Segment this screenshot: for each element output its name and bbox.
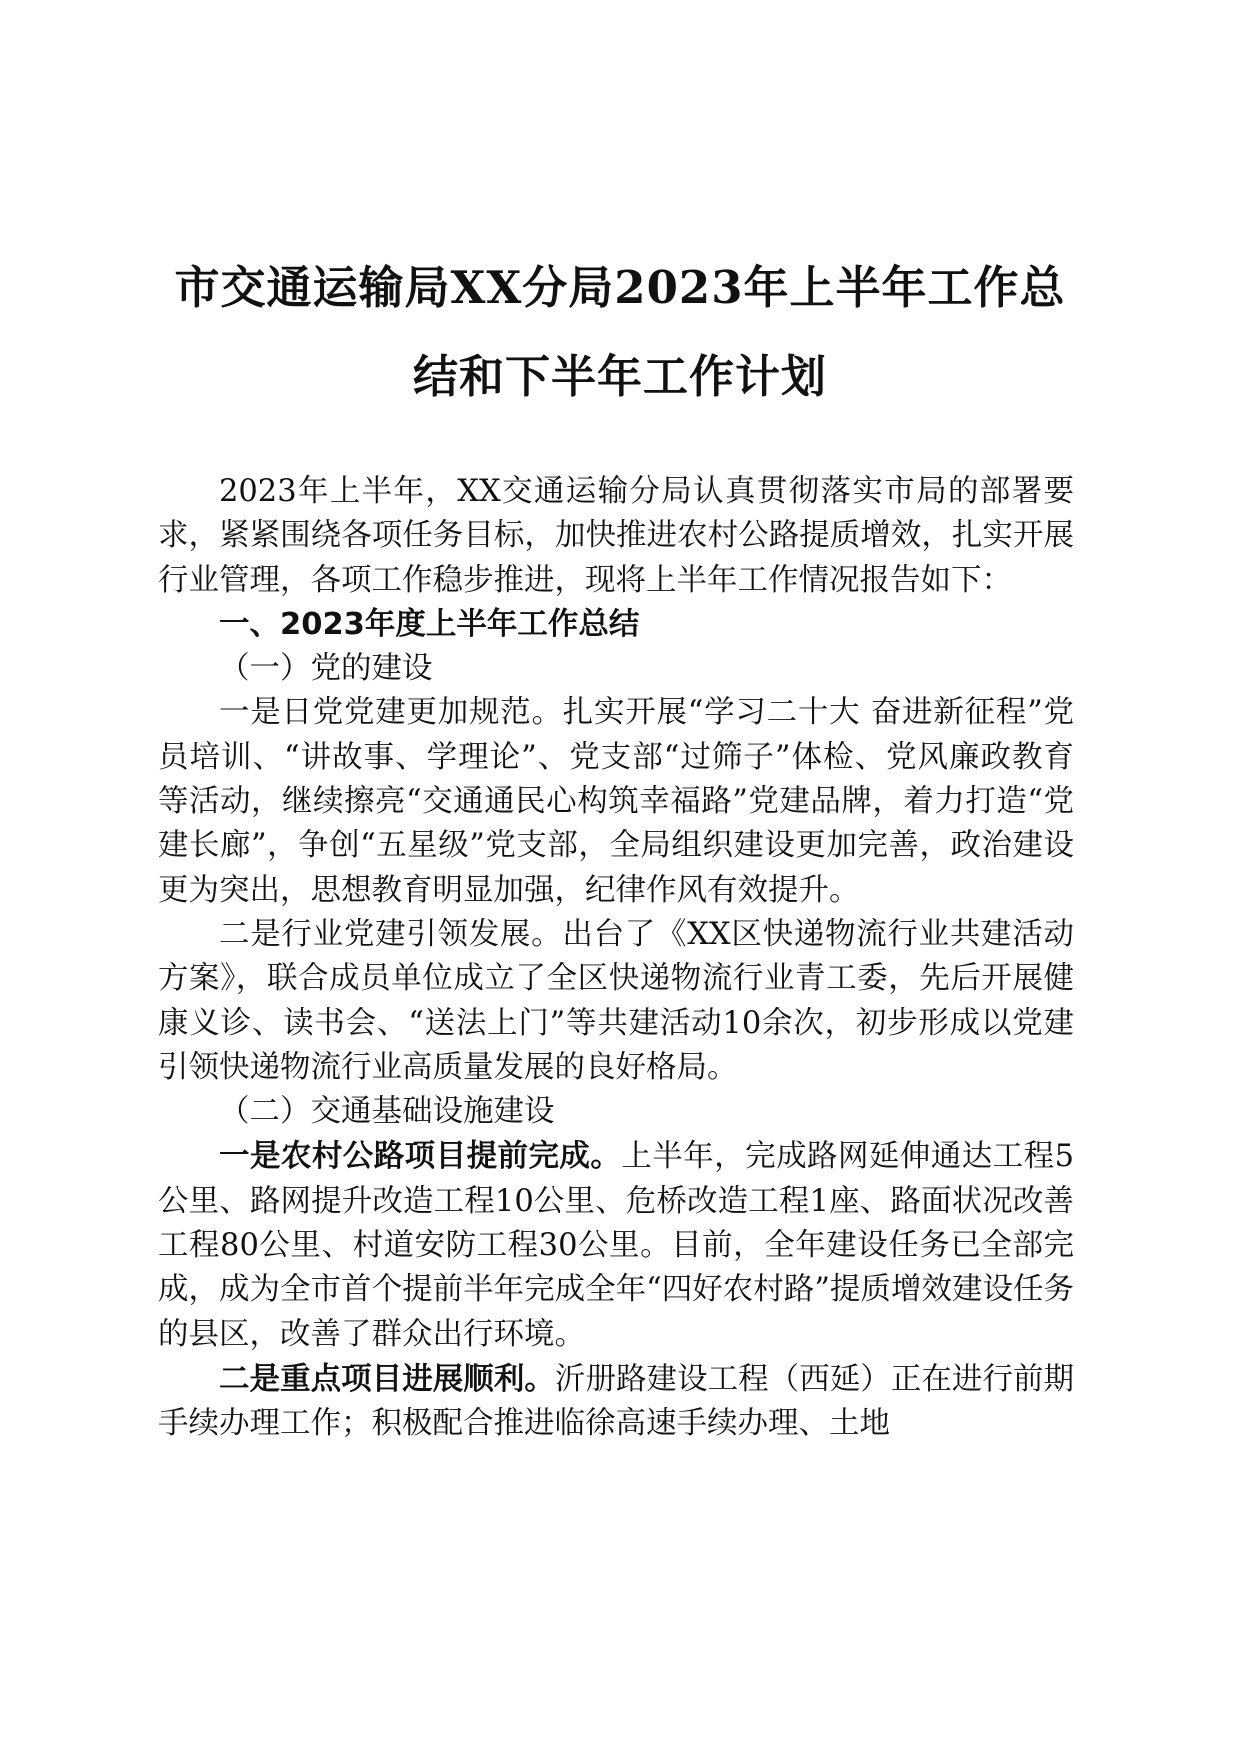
subsection-heading-party-building: （一）党的建设	[219, 651, 433, 687]
paragraph-infrastructure-1	[158, 1134, 1074, 1356]
paragraph-infrastructure-2-text: 沂册路建设工程（西延）正在进行前期手续办理工作；积极配合推进临徐高速手续办理、土地	[158, 1361, 1075, 1442]
document-title-line-1: 市交通运输局XX分局2023年上半年工作总	[174, 261, 1066, 314]
section-heading-summary: 一、2023年度上半年工作总结	[219, 606, 640, 642]
intro-paragraph: 2023年上半年，XX交通运输分局认真贯彻落实市局的部署要求，紧紧围绕各项任务目标，加快推进农村公路提质增效，扎实开展行业管理，各项工作稳步推进，现将上半年工作情况报告如下：	[158, 474, 1074, 598]
paragraph-party-building-1: 一是日党党建更加规范。扎实开展“学习二十大 奋进新征程”党员培训、“讲故事、学理论”、党支部“过筛子”体检、党风廉政教育等活动，继续擦亮“交通通民心构筑幸福路”党建品牌，着力打造“党建长廊”，争创“五星级”党支部，全局组织建设更加完善，政治建设更为突出，思想教育明显加强，纪律作风有效提升。	[158, 695, 1074, 908]
subsection-heading-infrastructure: （二）交通基础设施建设	[219, 1094, 555, 1130]
paragraph-infrastructure-2-lead: 二是重点项目进展顺利。	[219, 1360, 555, 1397]
paragraph-infrastructure-1-text: 上半年，完成路网延伸通达工程5公里、路网提升改造工程10公里、危桥改造工程1座、路面状况改善工程80公里、村道安防工程30公里。目前，全年建设任务已全部完成，成为全市首个提前半年完成全年“四好农村路”提质增效建设任务的县区，改善了群众出行环境。	[158, 1139, 1075, 1352]
paragraph-infrastructure-2	[158, 1357, 1074, 1447]
paragraph-party-building-2: 二是行业党建引领发展。出台了《XX区快递物流行业共建活动方案》，联合成员单位成立了全区快递物流行业青工委，先后开展健康义诊、读书会、“送法上门”等共建活动10余次，初步形成以党建引领快递物流行业高质量发展的良好格局。	[158, 916, 1074, 1085]
document-title-line-2: 结和下半年工作计划	[412, 350, 827, 403]
document-body	[158, 470, 1074, 1447]
paragraph-infrastructure-1-lead: 一是农村公路项目提前完成。	[219, 1138, 622, 1175]
